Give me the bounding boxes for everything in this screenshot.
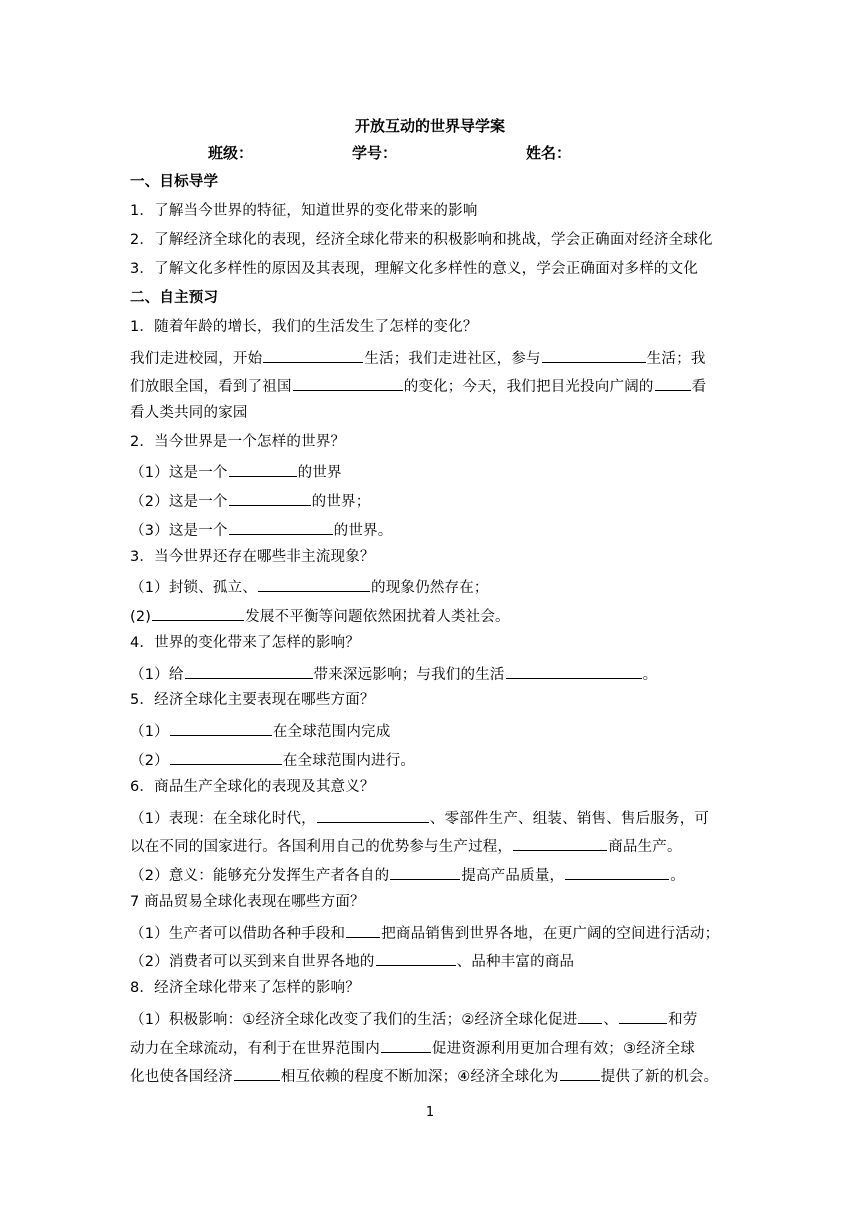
text-segment: 、零部件生产、组装、销售、售后服务，可 <box>429 811 710 827</box>
text-segment: 把商品销售到世界各地，在更广阔的空间进行活动； <box>381 926 720 942</box>
text-segment: （1）给 <box>130 667 184 683</box>
text-segment: （2）这是一个 <box>130 494 228 510</box>
text-segment: 的现象仍然存在； <box>371 580 489 596</box>
text-segment: 相互依赖的程度不断加深；④经济全球化为 <box>280 1069 559 1085</box>
answer-line <box>130 489 370 512</box>
fill-blank[interactable] <box>263 346 363 363</box>
text-segment: 在全球范围内进行。 <box>282 753 416 769</box>
section-heading-preview: 二、自主预习 <box>130 290 219 306</box>
text-segment: 、 <box>603 1012 619 1028</box>
fill-blank[interactable] <box>560 1064 600 1081</box>
text-segment: 们放眼全国，看到了祖国 <box>130 379 292 395</box>
fill-blank[interactable] <box>506 662 642 679</box>
question-1: 1．随着年龄的增长，我们的生活发生了怎样的变化？ <box>130 319 478 335</box>
text-segment: 看 <box>691 379 707 395</box>
answer-line <box>130 748 415 771</box>
text-segment: 的世界。 <box>333 523 393 539</box>
question-4: 4．世界的变化带来了怎样的影响？ <box>130 635 360 651</box>
text-segment: 、品种丰富的商品 <box>456 954 575 970</box>
fill-blank[interactable] <box>346 921 380 938</box>
fill-blank[interactable] <box>565 863 669 880</box>
fill-blank[interactable] <box>185 662 313 679</box>
question-6: 6．商品生产全球化的表现及其意义？ <box>130 779 375 795</box>
text-segment: 的世界； <box>311 494 371 510</box>
fill-blank[interactable] <box>390 863 460 880</box>
fill-blank[interactable] <box>234 1064 280 1081</box>
question-3: 3．当今世界还存在哪些非主流现象？ <box>130 549 375 565</box>
fill-blank[interactable] <box>170 748 282 765</box>
answer-line <box>130 1036 695 1059</box>
text-segment: 动力在全球流动，有利于在世界范围内 <box>130 1041 380 1057</box>
text-segment: （2）消费者可以买到来自世界各地的 <box>130 954 375 970</box>
question-7: 7 商品贸易全球化表现在哪些方面？ <box>130 894 365 910</box>
answer-line: 看人类共同的家园 <box>130 405 248 421</box>
fill-blank[interactable] <box>513 834 607 851</box>
text-segment: （2）意义：能够充分发挥生产者各自的 <box>130 868 390 884</box>
goal-1: 1．了解当今世界的特征，知道世界的变化带来的影响 <box>130 203 478 219</box>
text-segment: （1）积极影响：①经济全球化改变了我们的生活；②经济全球化促进 <box>130 1012 578 1028</box>
answer-line <box>130 863 685 886</box>
text-segment: （1）生产者可以借助各种手段和 <box>130 926 346 942</box>
fill-blank[interactable] <box>317 806 429 823</box>
text-segment: （1）封锁、孤立、 <box>130 580 258 596</box>
text-segment: 促进资源利用更加合理有效；③经济全球 <box>431 1041 696 1057</box>
fill-blank[interactable] <box>655 374 691 391</box>
student-number-label: 学号： <box>352 144 398 162</box>
answer-line <box>130 346 706 369</box>
answer-line <box>130 1007 698 1030</box>
fill-blank[interactable] <box>381 1036 431 1053</box>
text-segment: （1） <box>130 724 169 740</box>
class-label: 班级： <box>208 144 254 162</box>
fill-blank[interactable] <box>152 604 244 621</box>
fill-blank[interactable] <box>542 346 646 363</box>
answer-line <box>130 1064 718 1087</box>
text-segment: （1）这是一个 <box>130 465 228 481</box>
question-2: 2．当今世界是一个怎样的世界？ <box>130 434 346 450</box>
fill-blank[interactable] <box>229 518 333 535</box>
answer-line <box>130 921 719 944</box>
text-segment: 以在不同的国家进行。各国利用自己的优势参与生产过程， <box>130 839 513 855</box>
answer-line <box>130 575 489 598</box>
fill-blank[interactable] <box>258 575 370 592</box>
fill-blank[interactable] <box>229 460 297 477</box>
fill-blank[interactable] <box>619 1007 667 1024</box>
question-8: 8．经济全球化带来了怎样的影响？ <box>130 980 360 996</box>
fill-blank[interactable] <box>229 489 311 506</box>
answer-line <box>130 719 390 742</box>
text-segment: 发展不平衡等问题依然困扰着人类社会。 <box>245 609 510 625</box>
text-segment: 提高产品质量， <box>461 868 565 884</box>
text-segment: （2） <box>130 753 169 769</box>
fill-blank[interactable] <box>170 719 272 736</box>
text-segment: 在全球范围内完成 <box>272 724 391 740</box>
answer-line <box>130 806 709 829</box>
text-segment: 的世界 <box>297 465 342 481</box>
text-segment: 我们走进校园，开始 <box>130 351 263 367</box>
text-segment: 商品生产。 <box>608 839 682 855</box>
goal-2: 2．了解经济全球化的表现，经济全球化带来的积极影响和挑战，学会正确面对经济全球化 <box>130 232 713 248</box>
answer-line <box>130 662 657 685</box>
answer-line <box>130 374 706 397</box>
text-segment: （3）这是一个 <box>130 523 228 539</box>
page-title: 开放互动的世界导学案 <box>354 117 505 135</box>
text-segment: 化也使各国经济 <box>130 1069 233 1085</box>
name-label: 姓名： <box>526 144 572 162</box>
fill-blank[interactable] <box>376 949 456 966</box>
text-segment: （1）表现：在全球化时代， <box>130 811 316 827</box>
text-segment: 提供了新的机会。 <box>600 1069 719 1085</box>
text-segment: 。 <box>670 868 685 884</box>
text-segment: 和劳 <box>668 1012 698 1028</box>
section-heading-goals: 一、目标导学 <box>130 174 219 190</box>
text-segment: 的变化；今天，我们把目光投向广阔的 <box>403 379 654 395</box>
text-segment: 。 <box>642 667 658 683</box>
answer-line <box>130 518 392 541</box>
answer-line <box>130 604 510 627</box>
page-number: 1 <box>425 1105 435 1120</box>
answer-line <box>130 949 574 972</box>
fill-blank[interactable] <box>578 1007 602 1024</box>
text-segment: 生活；我 <box>646 351 706 367</box>
text-segment: 带来深远影响；与我们的生活 <box>313 667 505 683</box>
text-segment: (2) <box>130 609 152 625</box>
goal-3: 3．了解文化多样性的原因及其表现，理解文化多样性的意义，学会正确面对多样的文化 <box>130 261 699 277</box>
text-segment: 生活；我们走进社区，参与 <box>364 351 541 367</box>
question-5: 5．经济全球化主要表现在哪些方面？ <box>130 692 375 708</box>
answer-line <box>130 834 682 857</box>
fill-blank[interactable] <box>293 374 403 391</box>
answer-line <box>130 460 342 483</box>
